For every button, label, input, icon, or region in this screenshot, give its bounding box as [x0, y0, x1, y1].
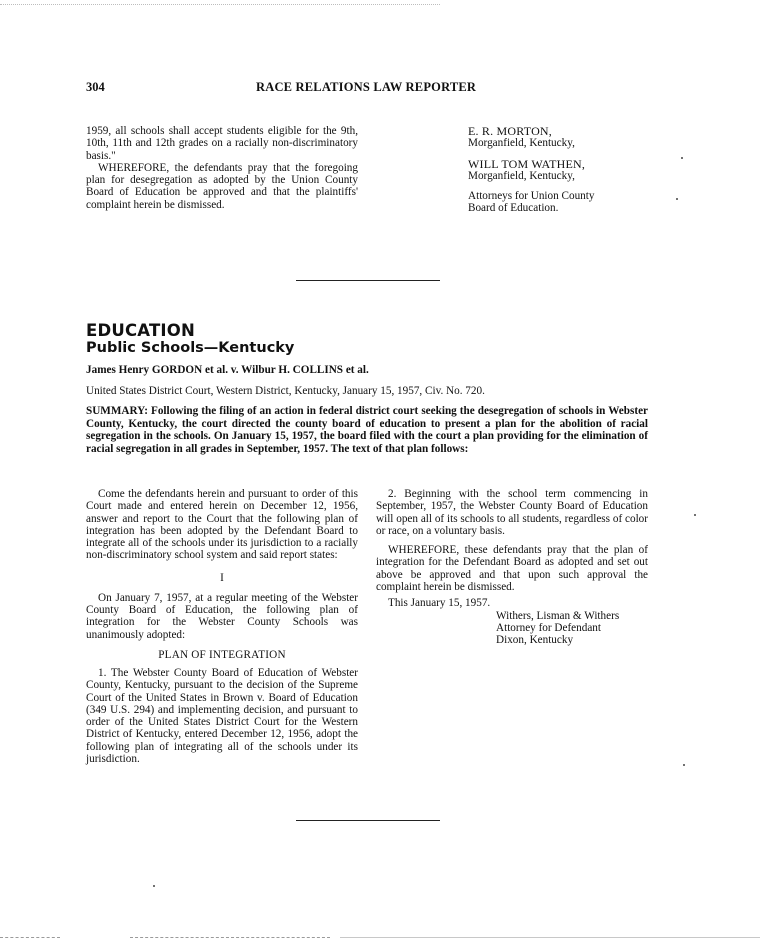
- court-citation: United States District Court, Western District, Kentucky, January 15, 1957, Civ. No. 720.: [86, 385, 485, 397]
- section-numeral: I: [220, 571, 224, 584]
- case-summary: SUMMARY: Following the filing of an action in federal district court seeking the desegregation of schools in Webster County, Kentucky, the court directed the county board of education to present a plan for the abolition of racial segregation in the schools. On January 15, 1957, the board filed with the court a plan providing for the elimination of racial segregation in all grades in September, 1957. The text of that plan follows:: [86, 405, 648, 455]
- attorney-place: Morganfield, Kentucky,: [468, 169, 575, 182]
- continuation-text: [86, 125, 358, 211]
- scan-artifact-bottom: [130, 937, 330, 938]
- body-column-left: [86, 488, 358, 765]
- end-divider: [296, 820, 440, 821]
- wherefore-paragraph-webster: WHEREFORE, these defendants pray that the plan of integration for the Defendant Board as adopted and set out above be approved and that upon such approval the complaint herein be dismissed.: [376, 544, 648, 594]
- attorney-name: E. R. MORTON,: [468, 124, 552, 138]
- signature-role: Attorney for Defendant: [496, 621, 601, 634]
- body-column-right: [376, 488, 648, 647]
- continuation-paragraph: 1959, all schools shall accept students eligible for the 9th, 10th, 11th and 12th grades on a racially non-discriminatory basis.": [86, 125, 358, 162]
- plan-item-1: 1. The Webster County Board of Education of Webster County, Kentucky, pursuant to the decision of the Supreme Court of the United States in Brown v. Board of Education (349 U.S. 294) and implementing decision, and pursuant to order of the United States District Court for the Western District of Kentucky, entered December 12, 1956, adopt the following plan of integrating all of the schools under its jurisdiction.: [86, 666, 358, 766]
- scan-speck: [694, 514, 696, 516]
- filing-date: This January 15, 1957.: [388, 597, 491, 610]
- attorney-role: Attorneys for Union County: [468, 190, 595, 203]
- scan-speck: [683, 764, 685, 766]
- scan-artifact-bottom: [0, 937, 60, 938]
- section-subheading: Public Schools—Kentucky: [86, 340, 295, 356]
- wherefore-paragraph-union: WHEREFORE, the defendants pray that the foregoing plan for desegregation as adopted by the Union County Board of Education be approved and that the plaintiffs' complaint herein be dismissed.: [86, 161, 358, 211]
- scan-artifact-top: [0, 4, 440, 5]
- scan-speck: [153, 885, 155, 887]
- signature-firm: Withers, Lisman & Withers: [496, 609, 620, 622]
- meeting-paragraph: On January 7, 1957, at a regular meeting of the Webster County Board of Education, the following plan of integration for the Webster County Schools was unanimously adopted:: [86, 591, 358, 641]
- signature-place: Dixon, Kentucky: [496, 634, 574, 647]
- scan-artifact-bottom: [340, 937, 760, 938]
- running-head: RACE RELATIONS LAW REPORTER: [256, 80, 477, 94]
- attorney-signature-block: [468, 125, 640, 215]
- attorney-place: Morganfield, Kentucky,: [468, 137, 575, 150]
- page-number: 304: [86, 80, 105, 94]
- section-divider: [296, 280, 440, 281]
- intro-paragraph: Come the defendants herein and pursuant to order of this Court made and entered herein on December 12, 1956, answer and report to the Court that the following plan of integration has been adopted by the Defendant Board to integrate all of the schools under its jurisdiction to a racially non-discriminatory school system and said report states:: [86, 488, 358, 562]
- scan-speck: [676, 198, 678, 200]
- plan-item-2: 2. Beginning with the school term commencing in September, 1957, the Webster County Board of Education will open all of its schools to all students, regardless of color or race, on a voluntary basis.: [376, 488, 648, 537]
- attorney-name: WILL TOM WATHEN,: [468, 156, 586, 171]
- case-title: James Henry GORDON et al. v. Wilbur H. COLLINS et al.: [86, 364, 369, 376]
- plan-title: PLAN OF INTEGRATION: [158, 648, 286, 661]
- attorney-role: Board of Education.: [468, 202, 559, 215]
- scan-speck: [681, 157, 683, 159]
- section-heading: EDUCATION: [86, 321, 195, 340]
